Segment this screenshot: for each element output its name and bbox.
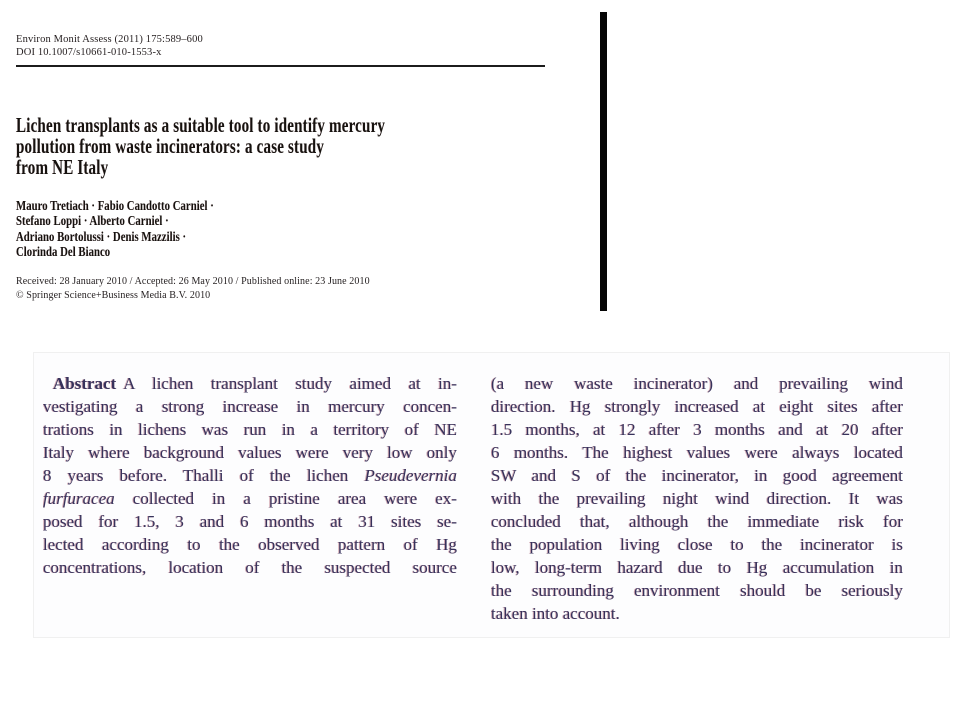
abstract-line — [43, 372, 457, 395]
copyright-line: © Springer Science+Business Media B.V. 2010 — [16, 289, 211, 301]
received-accepted-line: Received: 28 January 2010 / Accepted: 26 May 2010 / Published online: 23 June 2010 — [16, 276, 370, 287]
abstract-line: lected according to the observed pattern of Hg — [43, 535, 457, 554]
article-title — [16, 115, 385, 178]
abstract-right-column — [491, 372, 903, 625]
abstract-line: with the prevailing night wind direction. It was — [491, 489, 903, 508]
abstract-line: Italy where background values were very low only — [43, 443, 457, 462]
abstract-heading: Abstract — [53, 374, 117, 393]
article-title-line: pollution from waste incinerators: a case study — [16, 134, 325, 158]
abstract-line: concentrations, location of the suspected source — [43, 558, 457, 577]
abstract-line: vestigating a strong increase in mercury concen- — [43, 397, 457, 416]
abstract-line: concluded that, although the immediate risk for — [491, 512, 903, 531]
publication-history — [16, 275, 370, 302]
species-name-italic: Pseudevernia — [364, 466, 457, 485]
species-name-italic: furfuracea — [43, 489, 115, 508]
abstract-text: 8 years before. Thalli of the lichen — [43, 466, 349, 485]
scan-artifact-bar — [600, 12, 607, 311]
abstract-line: taken into account. — [491, 604, 620, 623]
author-line: Stefano Loppi · Alberto Carniel · — [16, 213, 169, 229]
abstract-line: 6 months. The highest values were always located — [491, 443, 903, 462]
abstract-line: (a new waste incinerator) and prevailing wind — [491, 374, 903, 393]
abstract-line: SW and S of the incinerator, in good agreement — [491, 466, 903, 485]
abstract-line: the surrounding environment should be seriously — [491, 581, 903, 600]
article-title-line: from NE Italy — [16, 155, 109, 179]
abstract-line: 1.5 months, at 12 after 3 months and at 20 after — [491, 420, 903, 439]
header-divider — [16, 65, 545, 67]
journal-doi: DOI 10.1007/s10661-010-1553-x — [16, 47, 162, 58]
abstract-line: direction. Hg strongly increased at eight sites after — [491, 397, 903, 416]
abstract-line — [43, 464, 457, 487]
author-line: Mauro Tretiach · Fabio Candotto Carniel · — [16, 198, 214, 213]
author-list — [16, 198, 214, 259]
abstract-left-column — [43, 372, 457, 579]
abstract-line: low, long-term hazard due to Hg accumulation in — [491, 558, 903, 577]
abstract-line — [43, 487, 457, 510]
abstract-text: collected in a pristine area were ex- — [132, 489, 457, 508]
abstract-line: the population living close to the incinerator is — [491, 535, 903, 554]
abstract-line: trations in lichens was run in a territory of NE — [43, 420, 457, 439]
author-line: Clorinda Del Bianco — [16, 243, 111, 259]
abstract-section — [33, 352, 950, 638]
article-title-line: Lichen transplants as a suitable tool to identify mercury — [16, 113, 386, 137]
abstract-text: A lichen transplant study aimed at in- — [123, 374, 457, 393]
journal-header — [16, 33, 203, 59]
abstract-line: posed for 1.5, 3 and 6 months at 31 sites se- — [43, 512, 457, 531]
author-line: Adriano Bortolussi · Denis Mazzilis · — [16, 228, 187, 244]
journal-citation: Environ Monit Assess (2011) 175:589–600 — [16, 34, 203, 45]
